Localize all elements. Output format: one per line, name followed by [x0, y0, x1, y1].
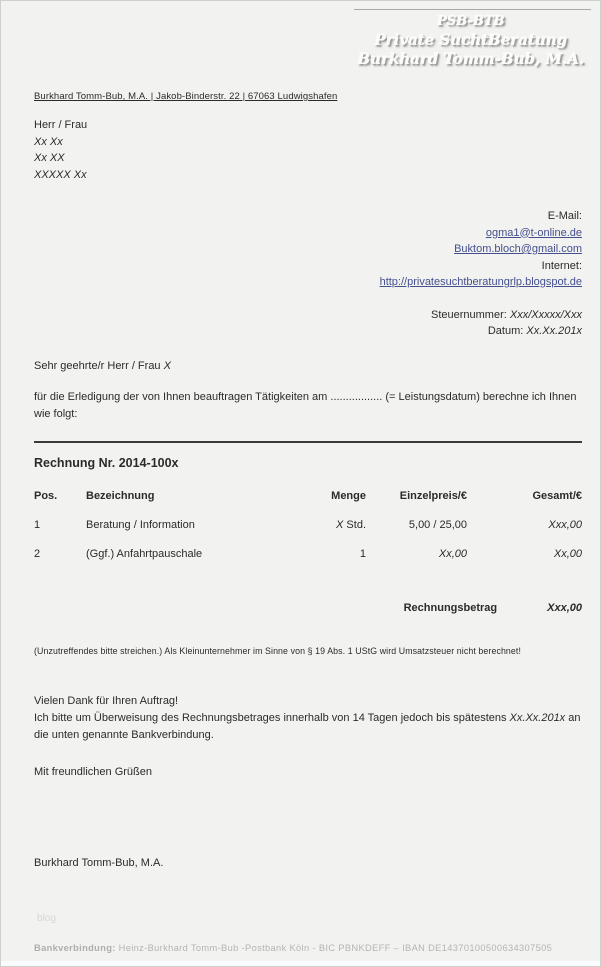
row-description: Beratung / Information — [86, 519, 195, 531]
row-total: Xxx,00 — [548, 519, 582, 531]
tax-number-label: Steuernummer: — [431, 308, 510, 321]
row-quantity — [281, 546, 366, 563]
row-quantity — [281, 517, 366, 534]
total-label: Rechnungsbetrag — [403, 602, 498, 614]
col-header-qty: Menge — [331, 490, 366, 502]
col-header-total: Gesamt/€ — [532, 490, 582, 502]
row-total: Xx,00 — [553, 548, 582, 560]
bank-details-line — [34, 943, 589, 953]
salutation-placeholder: X — [163, 360, 171, 372]
header-rule — [354, 9, 591, 10]
col-header-pos: Pos. — [34, 490, 58, 502]
row-description: (Ggf.) Anfahrtpauschale — [86, 548, 203, 560]
closing-paragraph — [34, 693, 585, 744]
tax-number-value: Xxx/Xxxxx/Xxx — [509, 308, 582, 321]
signature-name: Burkhard Tomm-Bub, M.A. — [34, 857, 164, 869]
table-row — [34, 546, 582, 563]
recipient-name: Xx Xx — [34, 135, 63, 148]
logo-line-1: PSB-BTB — [437, 14, 505, 29]
salutation-text: Sehr geehrte/r Herr / Frau — [34, 360, 164, 372]
recipient-street: Xx XX — [34, 152, 65, 164]
total-value: Xxx,00 — [547, 602, 582, 614]
recipient-address-block — [34, 117, 87, 183]
bank-value: Heinz-Burkhard Tomm-Bub -Postbank Köln - BIC PBNKDEFF – IBAN DE14370100500634307505 — [115, 943, 553, 953]
row-quantity-unit: 1 — [359, 548, 366, 560]
spacer — [221, 291, 582, 307]
logo-line-2: Private SuchtBeratung — [374, 31, 568, 49]
invoice-table — [34, 488, 582, 575]
col-header-unit-price: Einzelpreis/€ — [399, 490, 467, 502]
payment-text-2: an die unten genannte Bankverbindung. — [34, 712, 581, 741]
sender-address-line: Burkhard Tomm-Bub, M.A. | Jakob-Binderstr. 22 | 67063 Ludwigshafen — [34, 91, 338, 102]
col-header-desc: Bezeichnung — [86, 490, 155, 502]
tax-number-line — [221, 307, 582, 324]
row-pos: 2 — [34, 548, 41, 560]
regards-line: Mit freundlichen Grüßen — [34, 766, 152, 778]
row-quantity-x: X — [336, 519, 344, 531]
row-unit-price: Xx,00 — [438, 548, 467, 560]
contact-info-block — [221, 208, 582, 340]
email-label: E-Mail: — [547, 210, 582, 222]
blog-watermark: blog — [37, 913, 56, 924]
intro-paragraph: für die Erledigung der von Ihnen beauftragen Tätigkeiten am ................. (= Leistungsdatum) berechne ich Ihnen wie folgt: — [34, 391, 577, 420]
thanks-line: Vielen Dank für Ihren Auftrag! — [34, 695, 179, 707]
logo-line-3: Burkhard Tomm-Bub, M.A. — [357, 50, 585, 68]
invoice-number-title: Rechnung Nr. 2014-100x — [34, 456, 179, 470]
website-link[interactable]: http://privatesuchtberatungrlp.blogspot.de — [379, 276, 582, 288]
table-row — [34, 517, 582, 534]
email-link-1[interactable]: ogma1@t-online.de — [485, 226, 582, 239]
payment-instruction — [34, 710, 585, 744]
date-label: Datum: — [487, 325, 527, 337]
bank-label: Bankverbindung: — [34, 943, 116, 953]
email-link-2[interactable]: Buktom.bloch@gmail.com — [454, 243, 582, 255]
recipient-salutation: Herr / Frau — [34, 119, 88, 131]
company-logo — [346, 12, 596, 69]
section-divider-rule — [34, 441, 582, 443]
row-pos: 1 — [34, 519, 41, 531]
date-value: Xx.Xx.201x — [526, 325, 582, 337]
row-quantity-unit: Std. — [343, 519, 366, 531]
invoice-table-header — [34, 488, 582, 505]
page-bottom-edge — [1, 961, 600, 966]
payment-due-date: Xx.Xx.201x — [509, 712, 566, 724]
invoice-total-row — [34, 602, 582, 614]
date-line — [221, 323, 582, 340]
salutation-line — [34, 360, 171, 372]
row-unit-price: 5,00 / 25,00 — [408, 519, 467, 531]
recipient-city: XXXXX Xx — [34, 168, 87, 181]
small-print-note: (Unzutreffendes bitte streichen.) Als Kleinunternehmer im Sinne von § 19 Abs. 1 UStG wird Umsatzsteuer nicht berechnet! — [34, 646, 522, 656]
internet-label: Internet: — [541, 259, 582, 272]
payment-text-1: Ich bitte um Überweisung des Rechnungsbetrages innerhalb von 14 Tagen jedoch bis spätestens — [34, 712, 510, 724]
